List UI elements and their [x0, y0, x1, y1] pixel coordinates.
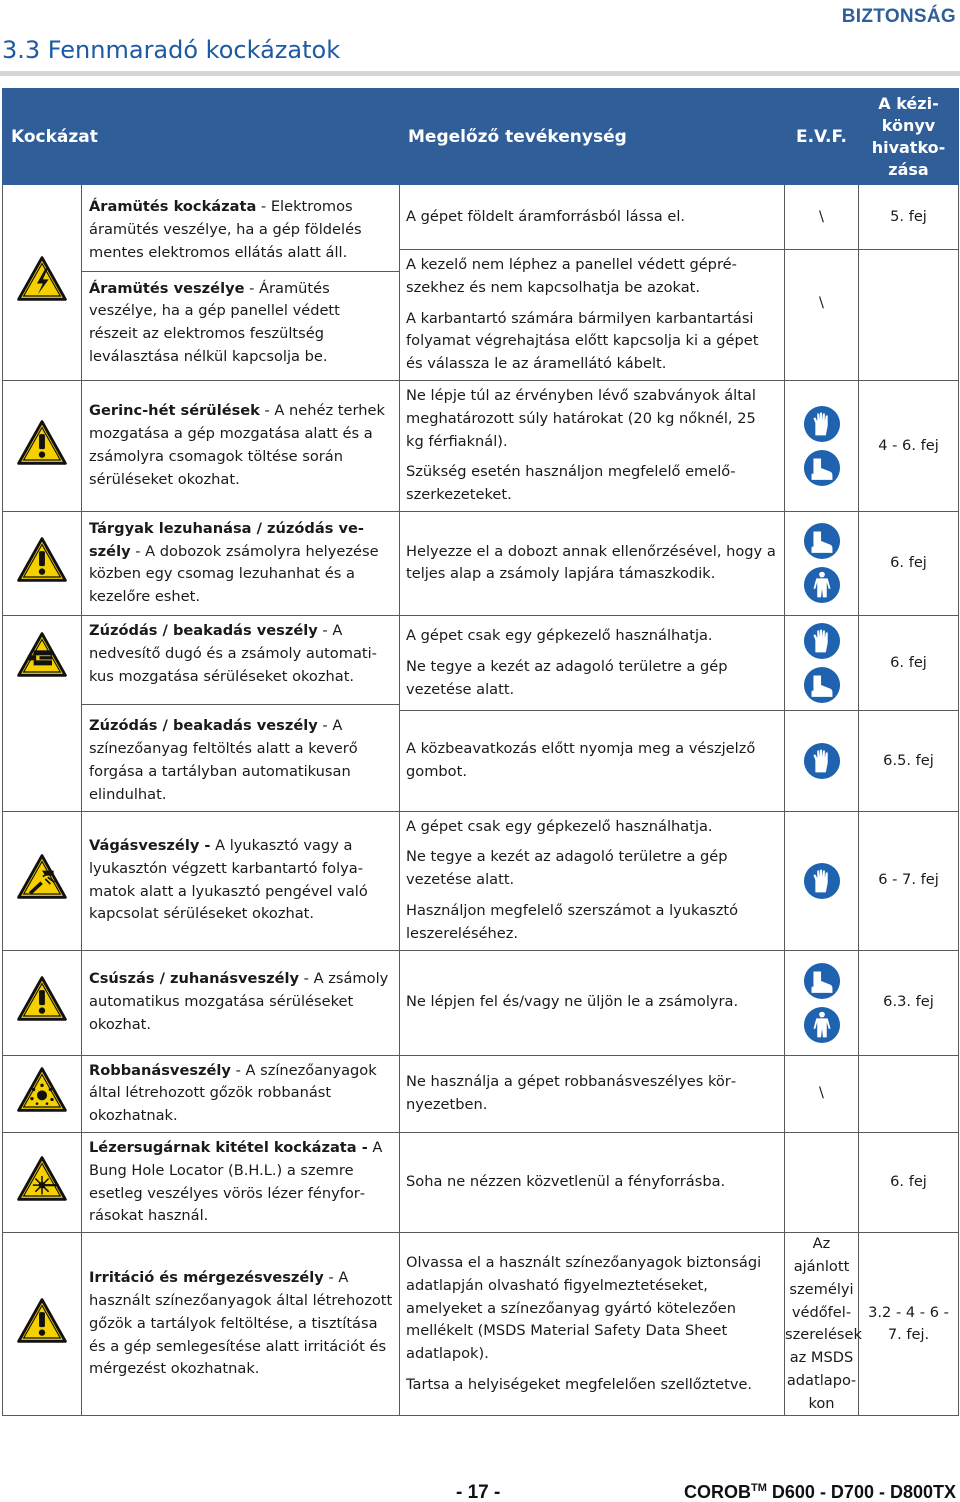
product-brand: COROB: [684, 1482, 751, 1502]
row-icon-cell: [3, 511, 82, 615]
risk-title: Lézersugárnak kitétel kockázata -: [89, 1138, 368, 1156]
gloves-icon: [803, 742, 841, 780]
evf-cell: [785, 511, 859, 615]
prevention-cell: [400, 1233, 785, 1416]
table-row: [3, 511, 959, 615]
general-warning-icon: [17, 537, 67, 582]
row-icon-cell: [3, 811, 82, 950]
row-icon-cell: [3, 950, 82, 1055]
evf-cell: [785, 615, 859, 710]
risk-text: - A használt színezőanyagok által létrehozott gőzök a tartályok feltöltése, a tisztítása és a gép semlegesítése alatt irritációt és mérgezést okozhatnak.: [89, 1269, 393, 1378]
evf-cell: Az ajánlott személyi védőfelszerelések az MSDS adatlapokon: [785, 1233, 859, 1416]
prevention-text: A gépet csak egy gépkezelő használhatja.: [406, 626, 713, 644]
ref-cell: [859, 250, 959, 381]
safety-shoes-icon: [803, 449, 841, 487]
risk-cell: [82, 615, 400, 811]
prevention-text: A gépet csak egy gépkezelő használhatja.: [406, 817, 713, 835]
ref-cell: 5. fej: [859, 185, 959, 250]
table-header-row: [3, 89, 959, 185]
col-header-prevention: Megelőző tevékenység: [400, 89, 785, 185]
table-row: [3, 811, 959, 950]
prevention-text: Ne lépjen fel és/vagy ne üljön le a zsámolyra.: [406, 993, 739, 1011]
prevention-text: Szükség esetén használjon megfelelő emelőszerkezeteket.: [406, 463, 736, 504]
risk-title: Áramütés kockázata: [89, 198, 257, 216]
section-label: BIZTONSÁG: [841, 6, 956, 27]
risk-table: [2, 88, 959, 1416]
prevention-text: Olvassa el a használt színezőanyagok biztonsági adatlapján olvasható figyelmeztetéseket, amelyeket a színezőanyag gyártó kötelezően mellékelt (MSDS Material Safety Data Sheet adatlapok).: [406, 1253, 762, 1363]
risk-cell: [82, 185, 400, 381]
ref-cell: 3.2 - 4 - 6 - 7. fej.: [859, 1233, 959, 1416]
table-row: [3, 380, 959, 511]
gloves-icon: [803, 622, 841, 660]
prevention-cell: [400, 380, 785, 511]
risk-text: - A nehéz terhek mozgatása a gép mozgatása alatt és a zsámolyra csomagok töltése során sérüléseket okozhat.: [89, 402, 385, 488]
ref-cell: [859, 1055, 959, 1132]
title-divider: [0, 71, 960, 76]
table-row: [3, 185, 959, 250]
gloves-icon: [803, 862, 841, 900]
ref-cell: 6.5. fej: [859, 711, 959, 811]
risk-cell: [82, 1233, 400, 1416]
safety-shoes-icon: [803, 522, 841, 560]
prevention-cell: [400, 811, 785, 950]
gloves-icon: [803, 405, 841, 443]
table-row: [3, 615, 959, 710]
prevention-text: Ne lépje túl az érvényben lévő szabványok által meghatározott súly határokat (20 kg nőknél, 25 kg férfiaknál).: [406, 386, 756, 450]
row-icon-cell: [3, 380, 82, 511]
general-warning-icon: [17, 1298, 67, 1343]
table-row: [3, 1233, 959, 1416]
product-name: [684, 1482, 956, 1502]
col-header-ref: A kézi-könyv hivatko-zása: [859, 89, 959, 185]
prevention-text: Soha ne nézzen közvetlenül a fényforrásba.: [406, 1173, 726, 1191]
evf-cell: [785, 711, 859, 811]
risk-text: - A színezőanyag feltöltés alatt a keverő forgása a tartályban automatikusan elindulhat.: [89, 717, 358, 803]
prevention-text: Használjon megfelelő szerszámot a lyukasztó leszereléséhez.: [406, 901, 739, 942]
cell-divider: [82, 704, 399, 705]
risk-text: - A színezőanyagok által létrehozott gőzök robbanást okozhatnak.: [89, 1061, 377, 1125]
risk-cell: [82, 511, 400, 615]
page-title: 3.3 Fennmaradó kockázatok: [2, 36, 341, 64]
general-warning-icon: [17, 420, 67, 465]
protective-suit-icon: [803, 1006, 841, 1044]
prevention-cell: [400, 1132, 785, 1232]
prevention-text: A gépet földelt áramforrásból lássa el.: [406, 207, 686, 225]
ref-cell: 6. fej: [859, 511, 959, 615]
risk-text: - Áramütés veszélye, ha a gép panellel védett részeit az elektromos feszültség leválasztása nélkül kapcsolja be.: [89, 279, 340, 365]
prevention-cell: [400, 950, 785, 1055]
electric-warning-icon: [17, 256, 67, 301]
ref-cell: 6 - 7. fej: [859, 811, 959, 950]
prevention-cell: [400, 250, 785, 381]
risk-cell: [82, 1055, 400, 1132]
risk-text: - A nedvesítő dugó és a zsámoly automatikus mozgatása sérüléseket okozhat.: [89, 621, 377, 685]
risk-title: Zúzódás / beakadás veszély: [89, 621, 318, 639]
product-models: D600 - D700 - D800TX: [771, 1482, 956, 1502]
prevention-text: A közbeavatkozás előtt nyomja meg a vészjelző gombot.: [406, 740, 756, 780]
risk-text: A Bung Hole Locator (B.H.L.) a szemre esetleg veszélyes vörös lézer fényforrásokat használ.: [89, 1138, 383, 1225]
risk-text: - A dobozok zsámolyra helyezése közben egy csomag lezuhanhat és a kezelőre eshet.: [89, 542, 379, 606]
ref-cell: 4 - 6. fej: [859, 380, 959, 511]
table-row: [3, 1055, 959, 1132]
risk-title: Vágásveszély -: [89, 836, 211, 854]
evf-cell: \: [785, 1055, 859, 1132]
cell-divider: [82, 271, 399, 272]
prevention-text: A karbantartó számára bármilyen karbantartási folyamat végrehajtása előtt kapcsolja ki a gépet és válassza le az áramellátó kábelt.: [406, 309, 759, 373]
row-icon-cell: [3, 1132, 82, 1232]
trademark-sign: TM: [751, 1482, 767, 1494]
risk-cell: [82, 1132, 400, 1232]
ref-cell: 6. fej: [859, 1132, 959, 1232]
risk-cell: [82, 811, 400, 950]
prevention-text: A kezelő nem léphez a panellel védett géprészekhez és nem kapcsolhatja be azokat.: [406, 256, 737, 296]
prevention-text: Tartsa a helyiségeket megfelelően szellőztetve.: [406, 1375, 753, 1393]
page-number: - 17 -: [456, 1482, 501, 1502]
prevention-text: Ne tegye a kezét az adagoló területre a gép vezetése alatt.: [406, 657, 728, 698]
risk-title: Gerinc-hét sérülések: [89, 402, 260, 420]
table-row: [3, 950, 959, 1055]
row-icon-cell: [3, 185, 82, 381]
evf-cell: [785, 1132, 859, 1232]
risk-text: A lyukasztó vagy a lyukasztón végzett karbantartó folyamatok alatt a lyukasztó pengével való kapcsolat sérüléseket okozhat.: [89, 836, 368, 923]
evf-cell: \: [785, 250, 859, 381]
row-icon-cell: [3, 1055, 82, 1132]
ref-cell: 6.3. fej: [859, 950, 959, 1055]
col-header-evf: E.V.F.: [785, 89, 859, 185]
laser-hazard-icon: [17, 1156, 67, 1201]
risk-title: Tárgyak lezuhanása / zúzódás veszély: [89, 519, 364, 560]
prevention-cell: [400, 511, 785, 615]
risk-title: Csúszás / zuhanásveszély: [89, 970, 300, 988]
ref-cell: 6. fej: [859, 615, 959, 710]
safety-shoes-icon: [803, 962, 841, 1000]
safety-shoes-icon: [803, 666, 841, 704]
general-warning-icon: [17, 976, 67, 1021]
risk-text: - Elektromos áramütés veszélye, ha a gép földelés mentes elektromos ellátás alatt áll.: [89, 198, 362, 261]
evf-cell: \: [785, 185, 859, 250]
risk-cell: [82, 950, 400, 1055]
risk-title: Robbanásveszély: [89, 1061, 231, 1079]
prevention-cell: [400, 1055, 785, 1132]
risk-title: Zúzódás / beakadás veszély: [89, 717, 318, 735]
prevention-cell: [400, 711, 785, 811]
crush-hazard-icon: [17, 632, 67, 677]
prevention-cell: [400, 185, 785, 250]
col-header-risk: Kockázat: [3, 89, 400, 185]
prevention-text: Helyezze el a dobozt annak ellenőrzésével, hogy a teljes alap a zsámoly lapjára támaszkodik.: [406, 542, 776, 583]
evf-cell: [785, 950, 859, 1055]
protective-suit-icon: [803, 566, 841, 604]
evf-cell: [785, 811, 859, 950]
prevention-text: Ne használja a gépet robbanásveszélyes környezetben.: [406, 1072, 737, 1113]
risk-title: Áramütés veszélye: [89, 279, 245, 297]
row-icon-cell: [3, 615, 82, 811]
risk-title: Irritáció és mérgezésveszély: [89, 1269, 324, 1287]
risk-cell: [82, 380, 400, 511]
prevention-text: Ne tegye a kezét az adagoló területre a gép vezetése alatt.: [406, 848, 728, 889]
cutting-hazard-icon: [17, 854, 67, 899]
evf-cell: [785, 380, 859, 511]
prevention-cell: [400, 615, 785, 710]
table-row: [3, 1132, 959, 1232]
risk-text: - A zsámoly automatikus mozgatása sérüléseket okozhat.: [89, 970, 389, 1033]
row-icon-cell: [3, 1233, 82, 1416]
explosion-hazard-icon: [17, 1067, 67, 1112]
